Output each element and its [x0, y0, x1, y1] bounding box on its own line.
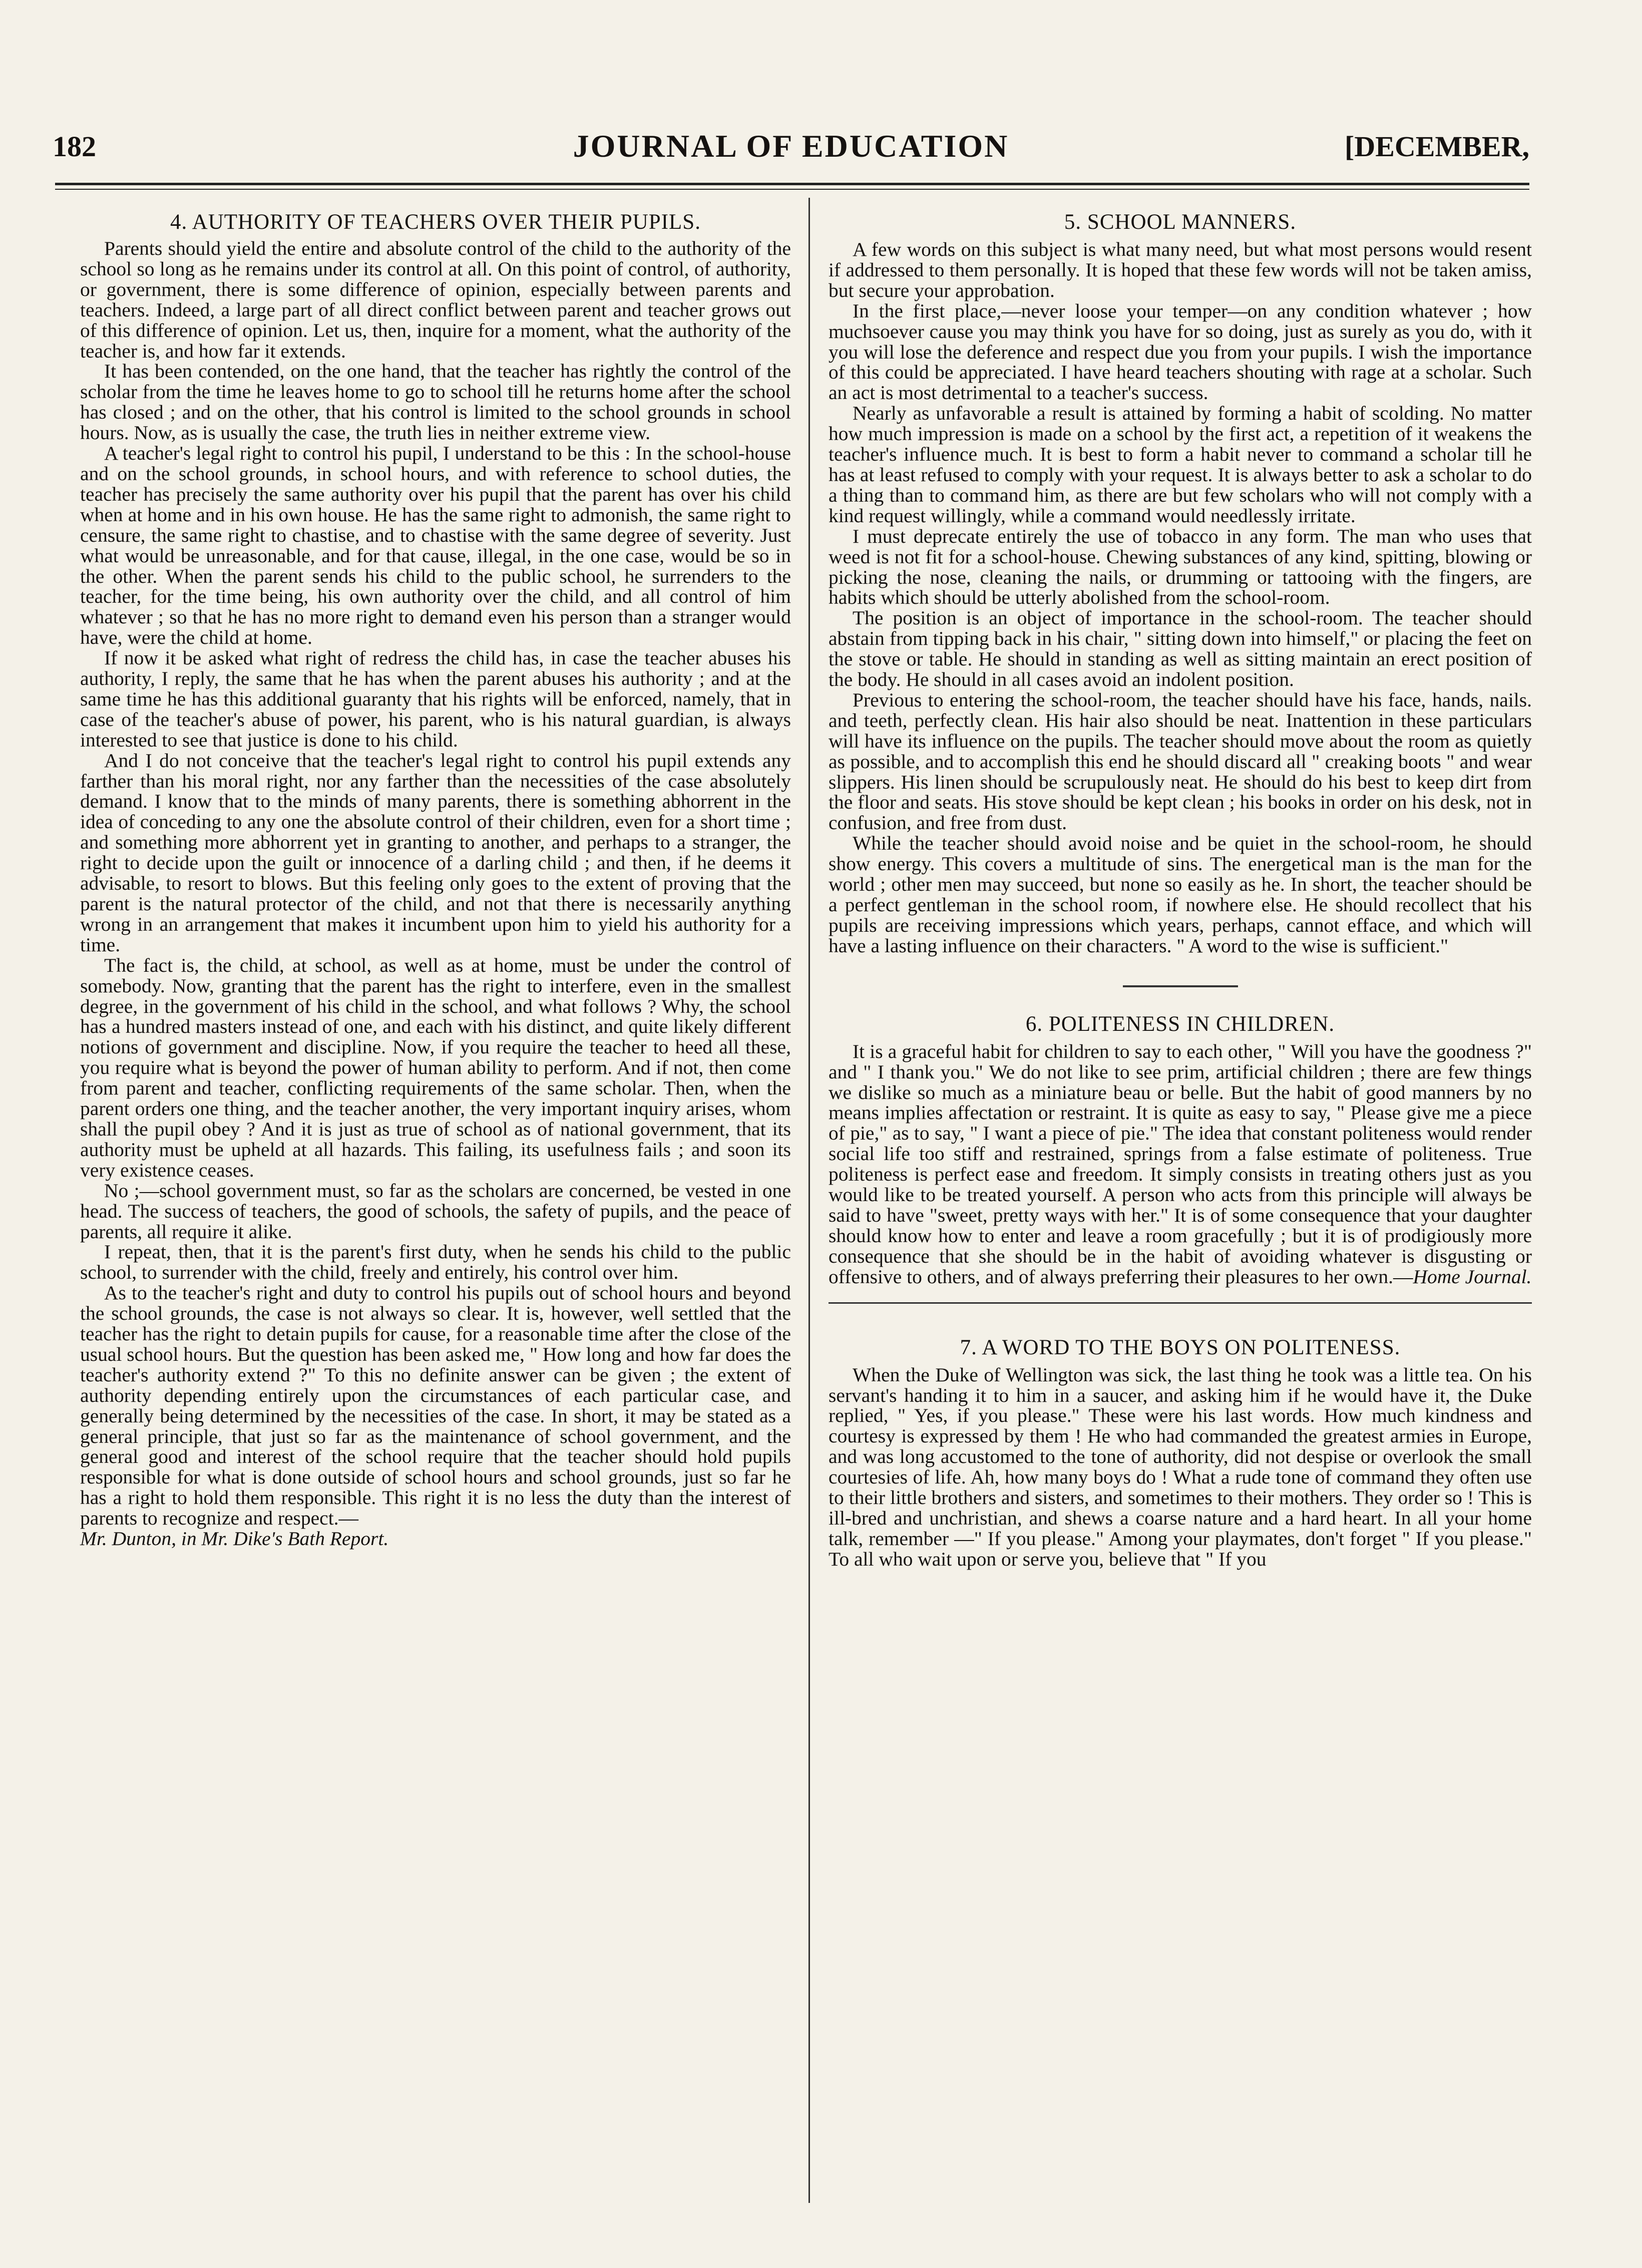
article-4-title: 4. AUTHORITY OF TEACHERS OVER THEIR PUPILS.	[170, 210, 701, 234]
article-7-paragraph: When the Duke of Wellington was sick, the last thing he took was a little tea. On his servant's handing it to him in a saucer, and asking him if he would have it, the Duke replied, " Yes, if you please." These were his last words. How much kindness and courtesy is expressed by them ! He who had commanded the greatest armies in Europe, and was long accustomed to the tone of authority, did not despise or overlook the small courtesies of life. Ah, how many boys do ! What a rude tone of command they often use to their little brothers and sisters, and sometimes to their mothers. They order so ! This is ill-bred and unchristian, and shews a coarse nature and a hard heart. In all your home talk, remember —" If you please." Among your playmates, don't forget " If you please." To all who wait upon or serve you, believe that " If you	[829, 1363, 1532, 1570]
article-5-paragraph: In the first place,—never loose your temper—on any condition whatever ; how muchsoever cause you may think you have for so doing, just as surely as you do, with it you will lose the deference and respect due you from your pupils. I wish the importance of this could be appreciated. I have heard teachers shouting with rage at a scholar. Such an act is most detrimental to a teacher's success.	[829, 299, 1532, 404]
header-rule-thin	[55, 189, 1529, 190]
left-column	[80, 209, 791, 1549]
article-4-last-paragraph-text: As to the teacher's right and duty to control his pupils out of school hours and beyond the school grounds, the case is not always so clear. It is, however, well settled that the teacher has the right to detain pupils for cause, for a reasonable time after the close of the usual school hours. But the question has been asked me, " How long and how far does the teacher's authority extend ?" To this no definite answer can be given ; the extent of authority depending entirely upon the circumstances of each particular case, and generally being determined by the necessities of the case. In short, it may be stated as a general principle, that just so far as the maintenance of school government, and the general good and interest of the school require that the teacher should hold pupils responsible for what is done outside of school hours and school grounds, just so far he has a right to hold them responsible. This right it is no less the duty than the interest of parents to recognize and respect.—	[80, 1282, 791, 1530]
article-4-paragraph: The fact is, the child, at school, as well as at home, must be under the control of somebody. Now, granting that the parent has the right to interfere, even in the smallest degree, in the government of his child in the school, and what follows ? Why, the school has a hundred masters instead of one, and each with his distinct, and quite likely different notions of government and discipline. Now, if you require the teacher to heed all these, you require what is beyond the power of human ability to perform. And if not, then come from parent and teacher, conflicting requirements of the same scholar. Then, when the parent orders one thing, and the teacher another, the very important inquiry arises, whom shall the pupil obey ? And it is just as true of school as of national government, that its authority must be upheld at all hazards. This failing, its usefulness fails ; and soon its very existence ceases.	[80, 954, 791, 1181]
page-header	[53, 128, 1529, 168]
article-6-block	[829, 1011, 1532, 1304]
article-4-paragraph: Parents should yield the entire and absolute control of the child to the authority of the school so long as he remains under its control at all. On this point of control, of authority, or government, there is some difference of opinion, especially between parents and teachers. Indeed, a large part of all direct conflict between parent and teacher grows out of this difference of opinion. Let us, then, inquire for a moment, what the authority of the teacher is, and how far it extends.	[80, 237, 791, 362]
page-number: 182	[53, 130, 96, 163]
section-separator	[1123, 985, 1238, 987]
article-5-paragraph: Nearly as unfavorable a result is attained by forming a habit of scolding. No matter how much impression is made on a school by the first act, a repetition of it weakens the teacher's influence much. It is best to form a habit never to command a scholar till he has at least refused to comply with your request. It is always better to ask a scholar to do a thing than to command him, as there are but few scholars who will not comply with a kind request willingly, while a command would needlessly irritate.	[829, 402, 1532, 527]
article-5-paragraph: While the teacher should avoid noise and be quiet in the school-room, he should show energy. This covers a multitude of sins. The energetical man is the man for the world ; other men may succeed, but none so easily as he. In short, the teacher should be a perfect gentleman in the school room, if nowhere else. He should recollect that his pupils are receiving impressions which years, perhaps, cannot efface, and which will have a lasting influence on their characters. " A word to the wise is sufficient."	[829, 832, 1532, 957]
article-5-paragraph: I must deprecate entirely the use of tobacco in any form. The man who uses that weed is not fit for a school-house. Chewing substances of any kind, spitting, blowing or picking the nose, cleaning the nails, or drumming or tattooing with the fingers, are habits which should be utterly abolished from the school-room.	[829, 525, 1532, 609]
issue-month: [DECEMBER,	[1345, 130, 1529, 163]
article-7-title: 7. A WORD TO THE BOYS ON POLITENESS.	[960, 1335, 1401, 1359]
right-column	[829, 209, 1532, 1570]
article-6-paragraph	[829, 1041, 1532, 1287]
column-divider	[808, 198, 810, 2203]
article-5-paragraph: The position is an object of importance in the school-room. The teacher should abstain from tipping back in his chair, " sitting down into himself," or placing the feet on the stove or table. He should in standing as well as sitting maintain an erect position of the body. He should in all cases avoid an indolent position.	[829, 607, 1532, 691]
article-4-paragraph: And I do not conceive that the teacher's legal right to control his pupil extends any farther than his moral right, nor any farther than the necessities of the case absolutely demand. I know that to the minds of many parents, there is something abhorrent in the idea of conceding to any one the absolute control of their children, even for a short time ; and something more abhorrent yet in granting to another, and perhaps to a stranger, the right to decide upon the guilt or innocence of a darling child ; and then, if he deems it advisable, to resort to blows. But this feeling only goes to the extent of proving that the parent is the natural protector of the child, and not that there is necessarily anything wrong in an arrangement that makes it incumbent upon him to yield his authority for a time.	[80, 749, 791, 956]
article-6-byline: Home Journal.	[1413, 1265, 1532, 1288]
header-rule	[55, 183, 1529, 185]
article-4-paragraph: If now it be asked what right of redress the child has, in case the teacher abuses his authority, I reply, the same that he has when the parent abuses his authority ; and at the same time he has this additional guaranty that his rights will be enforced, namely, that in case of the teacher's abuse of power, his parent, who is his natural guardian, is always interested to see that justice is done to his child.	[80, 647, 791, 751]
article-5-title: 5. SCHOOL MANNERS.	[1064, 210, 1297, 234]
article-4-paragraph	[80, 1283, 791, 1549]
article-4-paragraph: A teacher's legal right to control his pupil, I understand to be this : In the school-house and on the school grounds, in school hours, and with reference to school duties, the teacher has precisely the same authority over his pupil that the parent has over his child when at home and in his own house. He has the same right to admonish, the same right to censure, the same right to chastise, and to chastise with the same degree of severity. Just what would be unreasonable, and for that cause, illegal, in the one case, would be so in the other. When the parent sends his child to the public school, he surrenders to the teacher, for the time being, his own authority over the child, and all control of him whatever ; so that he has no more right to demand even his person than a stranger would have, were the child at home.	[80, 442, 791, 649]
journal-title: JOURNAL OF EDUCATION	[573, 128, 1009, 164]
article-4-paragraph: No ;—school government must, so far as the scholars are concerned, be vested in one head. The success of teachers, the good of schools, the safety of pupils, and the peace of parents, all require it alike.	[80, 1179, 791, 1243]
article-6-title: 6. POLITENESS IN CHILDREN.	[1025, 1012, 1335, 1036]
article-4-paragraph: It has been contended, on the one hand, that the teacher has rightly the control of the scholar from the time he leaves home to go to school till he returns home after the school has closed ; and on the other, that his control is limited to the school grounds in school hours. Now, as is usually the case, the truth lies in neither extreme view.	[80, 360, 791, 444]
article-4-paragraph: I repeat, then, that it is the parent's first duty, when he sends his child to the public school, to surrender with the child, freely and entirely, his control over him.	[80, 1241, 791, 1284]
article-4-byline: Mr. Dunton, in Mr. Dike's Bath Report.	[80, 1528, 389, 1550]
article-6-text: It is a graceful habit for children to say to each other, " Will you have the goodness ?" and " I thank you." We do not like to see prim, artificial children ; there are few things we dislike so much as a miniature beau or belle. But the habit of good manners by no means implies affectation or restraint. It is quite as easy to say, " Please give me a piece of pie," as to say, " I want a piece of pie." The idea that constant politeness would render social life too stiff and restrained, springs from a false estimate of politeness. True politeness is perfect ease and freedom. It simply consists in treating others just as you would like to be treated yourself. A person who acts from this principle will always be said to have "sweet, pretty ways with her." It is of some consequence that your daughter should know how to enter and leave a room gracefully ; but it is of prodigiously more consequence that she should be in the habit of avoiding whatever is disgusting or offensive to others, and of always preferring their pleasures to her own.—	[829, 1040, 1532, 1288]
article-5-paragraph: A few words on this subject is what many need, but what most persons would resent if addressed to them personally. It is hoped that these few words will not be taken amiss, but secure your approbation.	[829, 238, 1532, 301]
article-5-paragraph: Previous to entering the school-room, the teacher should have his face, hands, nails. and teeth, perfectly clean. His hair also should be neat. Inattention in these particulars will have its influence on the pupils. The teacher should move about the room as quietly as possible, and to accomplish this end he should discard all " creaking boots " and wear slippers. His linen should be scrupulously neat. He should do his best to keep dirt from the floor and seats. His stove should be kept clean ; his books in order on his desk, not in confusion, and free from dust.	[829, 688, 1532, 834]
